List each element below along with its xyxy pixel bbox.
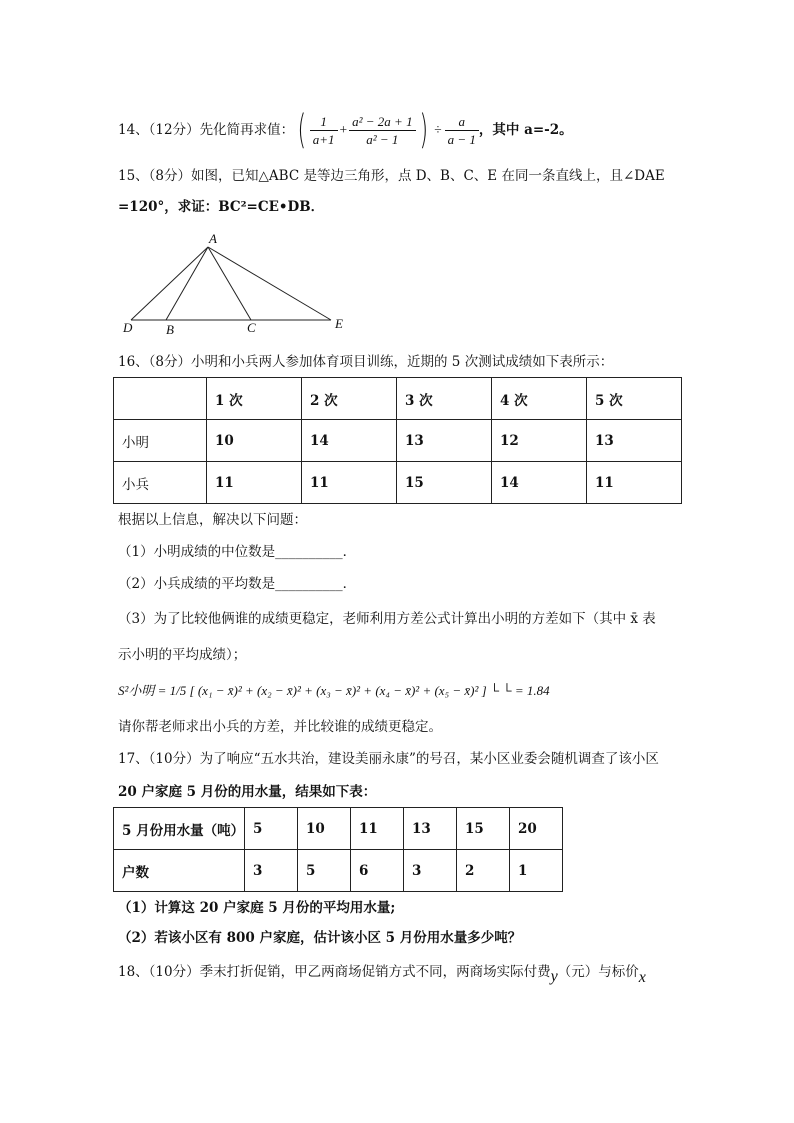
var-y: y [550,968,558,985]
label-c: C [247,320,256,335]
table-cell: 14 [492,462,587,504]
q16-p0: 根据以上信息，解决以下问题： [118,512,307,528]
table-row [114,462,682,504]
table-cell: 5 [298,850,351,892]
table-cell: 11 [207,462,302,504]
q17-line2: 20 户家庭 5 月份的用水量，结果如下表： [118,784,377,800]
table-cell: 4 次 [492,378,587,420]
table-cell: 12 [492,420,587,462]
q17-p1: （1）计算这 20 户家庭 5 月份的平均用水量; [118,900,396,916]
variance-formula: S²小明 = 1/5 [ (x₁ − x̄)² + (x₂ − x̄)² + (x₃ − x̄)² + (x₄ − x̄)² + (x₅ − x̄)² ] └ └ = 1.84 [118,683,550,698]
var-x: x [638,969,646,986]
q16-p3b: 示小明的平均成绩）； [118,647,247,663]
q14-line [118,107,573,153]
q18-text: 18、（10分）季末打折促销，甲乙两商场促销方式不同，两商场实际付费 [118,964,551,980]
table-cell: 10 [207,420,302,462]
label-b: B [166,322,174,337]
table-header-row [114,378,682,420]
label-e: E [335,316,343,331]
table-row [114,808,563,850]
q16-p1: （1）小明成绩的中位数是__________． [118,544,357,560]
divide-sign: ÷ [434,122,442,137]
table-cell: 3 [404,850,457,892]
table-cell: 15 [397,462,492,504]
plus-sign: + [339,122,348,137]
table-cell: 2 [457,850,510,892]
label-d: D [123,320,133,335]
q18-line [118,962,646,986]
q14-frac2: $\frac{\text{a² − 2a + 1}}{\text{a² − 1}}$ [349,113,415,148]
table-cell: 13 [404,808,457,850]
q15-line2: =120°，求证：BC²=CE•DB． [118,199,325,215]
table-cell: 1 [510,850,563,892]
table-row [114,420,682,462]
table-cell: 14 [302,420,397,462]
table-row [114,850,563,892]
segment-ae [208,247,331,320]
table-cell: 15 [457,808,510,850]
q15-line1: 15、（8分）如图，已知△ABC 是等边三角形，点 D、B、C、E 在同一条直线上，且∠DAE [118,168,665,184]
table-cell: 10 [298,808,351,850]
q14-suffix: ，其中 a=-2。 [478,122,573,138]
right-paren: ) [419,107,428,153]
q16-p3a: （3）为了比较他俩谁的成绩更稳定，老师利用方差公式计算出小明的方差如下（其中 x̄ 表 [118,611,656,627]
triangle-figure [118,228,358,340]
q18-mid: （元）与标价 [557,964,639,980]
q16-intro: 16、（8分）小明和小兵两人参加体育项目训练，近期的 5 次测试成绩如下表所示： [118,354,614,370]
q17-line1: 17、（10分）为了响应“五水共治，建设美丽永康”的号召，某小区业委会随机调查了该小区 [118,751,659,767]
q16-score-table [113,377,682,504]
table-cell: 11 [302,462,397,504]
table-cell: 5 [245,808,298,850]
table-cell: 小明 [114,420,207,462]
q17-p2: （2）若该小区有 800 户家庭，估计该小区 5 月份用水量多少吨？ [118,930,522,946]
table-cell: 小兵 [114,462,207,504]
segment-ac [208,247,251,320]
segment-ab [166,247,208,320]
table-cell: 2 次 [302,378,397,420]
q14-frac3: $\frac{a}{a - 1}$ [445,113,479,148]
q16-p4: 请你帮老师求出小兵的方差，并比较谁的成绩更稳定。 [118,719,442,735]
table-cell: 11 [351,808,404,850]
table-cell: 5 月份用水量（吨） [114,808,245,850]
table-cell: 3 次 [397,378,492,420]
table-cell: 6 [351,850,404,892]
table-cell: 20 [510,808,563,850]
table-cell: 11 [587,462,682,504]
table-cell: 户数 [114,850,245,892]
q17-water-table [113,807,563,892]
table-cell: 13 [397,420,492,462]
table-cell [114,378,207,420]
q14-prefix: 14、（12分）先化简再求值： [118,122,295,138]
q16-p2: （2）小兵成绩的平均数是__________． [118,576,357,592]
table-cell: 13 [587,420,682,462]
segment-ad [131,247,208,320]
table-cell: 1 次 [207,378,302,420]
left-paren: ( [297,107,307,153]
q14-frac1: $\frac{1}{a+1}$ [310,113,338,148]
label-a: A [209,231,217,246]
table-cell: 3 [245,850,298,892]
table-cell: 5 次 [587,378,682,420]
